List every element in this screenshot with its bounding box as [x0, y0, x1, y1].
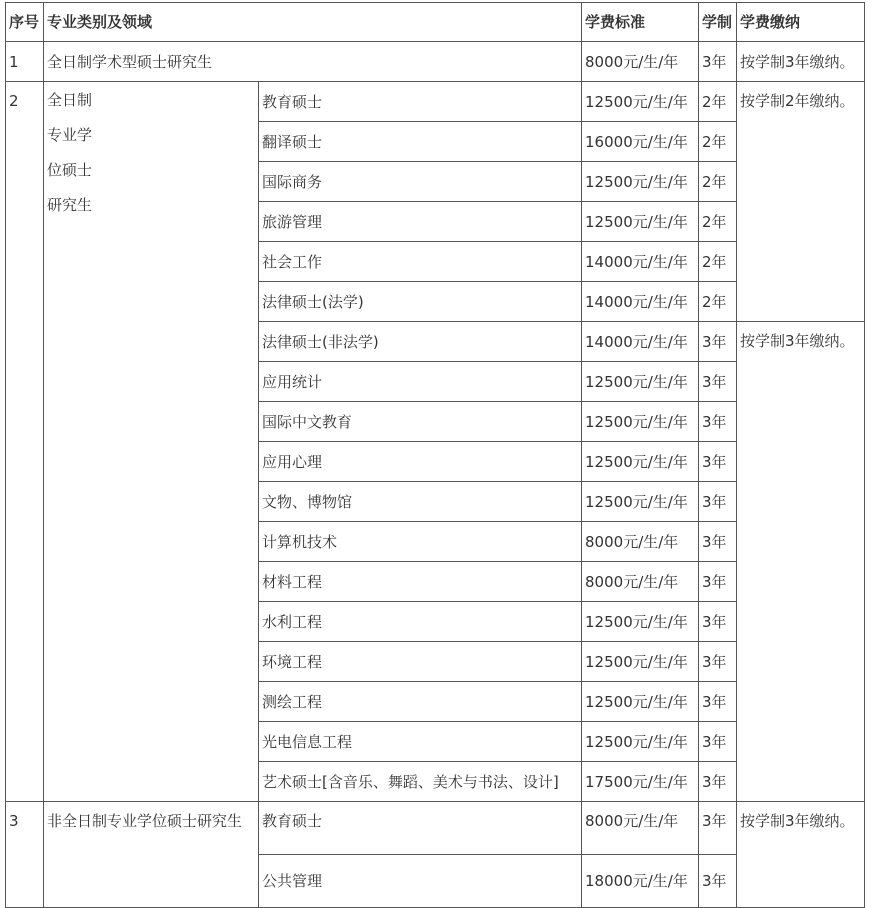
fee-cell: 12500元/生/年 — [582, 202, 699, 242]
category-line: 研究生 — [47, 196, 93, 214]
fee-cell: 12500元/生/年 — [582, 402, 699, 442]
fee-cell: 12500元/生/年 — [582, 82, 699, 122]
field-cell: 艺术硕士[含音乐、舞蹈、美术与书法、设计] — [259, 762, 582, 802]
field-cell: 国际商务 — [259, 162, 582, 202]
fee-cell: 12500元/生/年 — [582, 642, 699, 682]
fee-cell: 12500元/生/年 — [582, 722, 699, 762]
table-row-academic — [6, 42, 865, 82]
field-cell: 光电信息工程 — [259, 722, 582, 762]
fee-cell: 8000元/生/年 — [582, 42, 699, 82]
field-cell: 翻译硕士 — [259, 122, 582, 162]
duration-cell: 3年 — [699, 522, 737, 562]
field-cell: 社会工作 — [259, 242, 582, 282]
category-line: 全日制 — [47, 91, 93, 109]
duration-cell: 3年 — [699, 762, 737, 802]
fee-cell: 14000元/生/年 — [582, 282, 699, 322]
header-payment: 学费缴纳 — [737, 3, 865, 42]
fee-cell: 17500元/生/年 — [582, 762, 699, 802]
duration-cell: 3年 — [699, 362, 737, 402]
category-line: 专业学 — [47, 126, 93, 144]
field-cell: 水利工程 — [259, 602, 582, 642]
field-cell: 材料工程 — [259, 562, 582, 602]
field-cell: 法律硕士(法学) — [259, 282, 582, 322]
duration-cell: 3年 — [699, 642, 737, 682]
fee-cell: 8000元/生/年 — [582, 562, 699, 602]
category-cell: 全日制学术型硕士研究生 — [44, 42, 582, 82]
fee-cell: 16000元/生/年 — [582, 122, 699, 162]
duration-cell: 3年 — [699, 442, 737, 482]
fee-cell: 12500元/生/年 — [582, 482, 699, 522]
row-number: 1 — [6, 42, 44, 82]
category-line: 位硕士 — [47, 161, 93, 179]
fee-cell: 12500元/生/年 — [582, 442, 699, 482]
duration-cell: 2年 — [699, 162, 737, 202]
header-row — [6, 3, 865, 42]
fee-cell: 12500元/生/年 — [582, 682, 699, 722]
duration-cell: 3年 — [699, 402, 737, 442]
payment-cell: 按学制3年缴纳。 — [737, 42, 865, 82]
header-duration: 学制 — [699, 3, 737, 42]
fee-cell: 8000元/生/年 — [582, 802, 699, 855]
payment-cell: 按学制2年缴纳。 — [737, 82, 865, 322]
field-cell: 环境工程 — [259, 642, 582, 682]
duration-cell: 2年 — [699, 242, 737, 282]
field-cell: 测绘工程 — [259, 682, 582, 722]
table-row — [6, 82, 865, 122]
duration-cell: 3年 — [699, 42, 737, 82]
field-cell: 法律硕士(非法学) — [259, 322, 582, 362]
row-number: 3 — [6, 802, 44, 908]
duration-cell: 3年 — [699, 602, 737, 642]
field-cell: 国际中文教育 — [259, 402, 582, 442]
header-no: 序号 — [6, 3, 44, 42]
fee-cell: 12500元/生/年 — [582, 162, 699, 202]
category-cell: 非全日制专业学位硕士研究生 — [44, 802, 259, 908]
header-category: 专业类别及领域 — [44, 3, 582, 42]
duration-cell: 3年 — [699, 802, 737, 855]
duration-cell: 2年 — [699, 202, 737, 242]
payment-cell: 按学制3年缴纳。 — [737, 802, 865, 908]
field-cell: 文物、博物馆 — [259, 482, 582, 522]
duration-cell: 2年 — [699, 282, 737, 322]
category-cell — [44, 82, 259, 802]
tuition-table — [5, 2, 865, 908]
duration-cell: 2年 — [699, 122, 737, 162]
payment-cell: 按学制3年缴纳。 — [737, 322, 865, 802]
field-cell: 应用心理 — [259, 442, 582, 482]
field-cell: 教育硕士 — [259, 82, 582, 122]
duration-cell: 3年 — [699, 322, 737, 362]
fee-cell: 14000元/生/年 — [582, 322, 699, 362]
duration-cell: 3年 — [699, 562, 737, 602]
header-fee: 学费标准 — [582, 3, 699, 42]
field-cell: 应用统计 — [259, 362, 582, 402]
duration-cell: 3年 — [699, 682, 737, 722]
fee-cell: 18000元/生/年 — [582, 855, 699, 908]
duration-cell: 3年 — [699, 855, 737, 908]
fee-cell: 12500元/生/年 — [582, 602, 699, 642]
row-number: 2 — [6, 82, 44, 802]
field-cell: 公共管理 — [259, 855, 582, 908]
duration-cell: 2年 — [699, 82, 737, 122]
table-row — [6, 802, 865, 855]
field-cell: 旅游管理 — [259, 202, 582, 242]
duration-cell: 3年 — [699, 482, 737, 522]
fee-cell: 8000元/生/年 — [582, 522, 699, 562]
field-cell: 教育硕士 — [259, 802, 582, 855]
fee-cell: 14000元/生/年 — [582, 242, 699, 282]
field-cell: 计算机技术 — [259, 522, 582, 562]
duration-cell: 3年 — [699, 722, 737, 762]
fee-cell: 12500元/生/年 — [582, 362, 699, 402]
